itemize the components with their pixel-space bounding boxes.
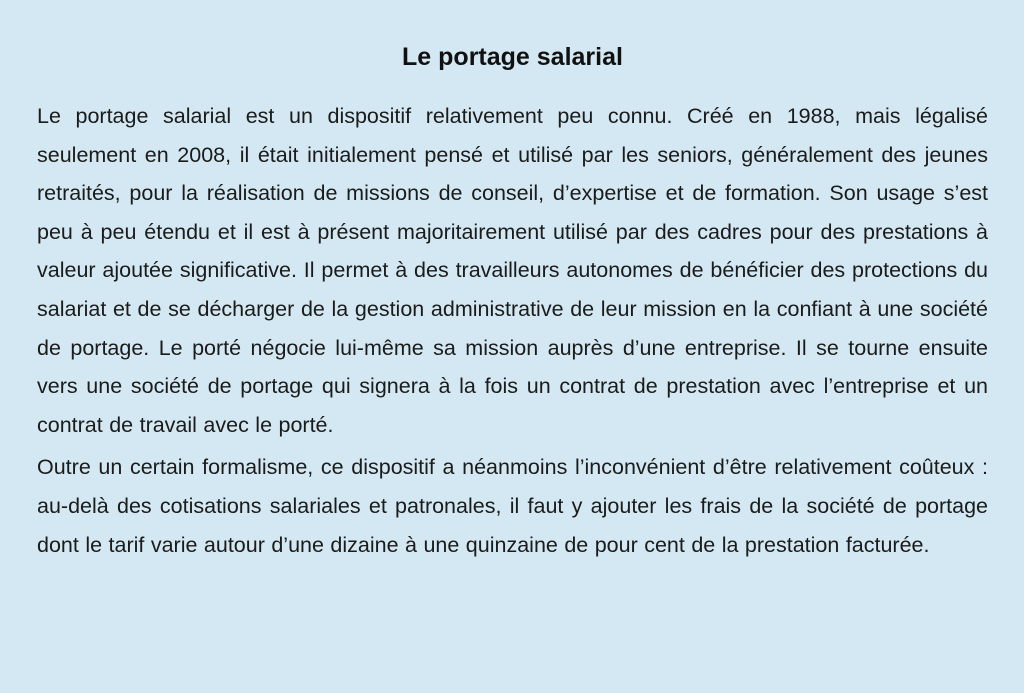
paragraph-2: Outre un certain formalisme, ce dispositif a néanmoins l’inconvénient d’être relativement coûteux : au-delà des cotisations salariales et patronales, il faut y ajouter les frais de la société de portage dont le tarif varie autour d’une dizaine à une quinzaine de pour cent de la prestation facturée.	[37, 455, 988, 557]
document-title: Le portage salarial	[402, 43, 623, 71]
paragraph-1: Le portage salarial est un dispositif relativement peu connu. Créé en 1988, mais légalisé seulement en 2008, il était initialement pensé et utilisé par les seniors, généralement des jeunes retraités, pour la réalisation de missions de conseil, d’expertise et de formation. Son usage s’est peu à peu étendu et il est à présent majoritairement utilisé par des cadres pour des prestations à valeur ajoutée significative. Il permet à des travailleurs autonomes de bénéficier des protections du salariat et de se décharger de la gestion administrative de leur mission en la confiant à une société de portage. Le porté négocie lui-même sa mission auprès d’une entreprise. Il se tourne ensuite vers une société de portage qui signera à la fois un contrat de prestation avec l’entreprise et un contrat de travail avec le porté.	[37, 104, 988, 437]
